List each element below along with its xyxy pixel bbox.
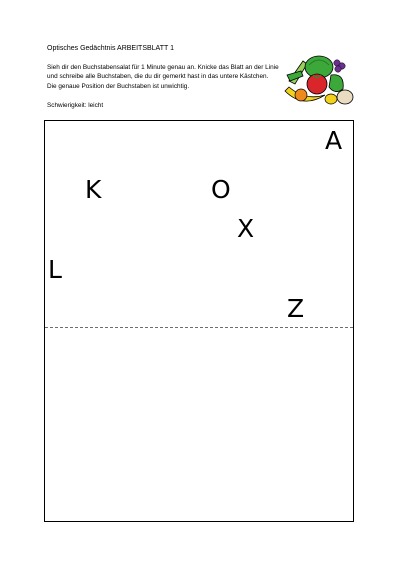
worksheet-title: Optisches Gedächtnis ARBEITSBLATT 1 bbox=[47, 45, 174, 52]
letter-l: L bbox=[48, 255, 62, 284]
letter-a: A bbox=[325, 126, 343, 155]
worksheet-instructions: Sieh dir den Buchstabensalat für 1 Minute genau an. Knicke das Blatt an der Linie und schreibe alle Buchstaben, die du dir gemerkt hast in das untere Kästchen. Die genaue Position der Buchstaben ist unwichtig. bbox=[47, 64, 279, 90]
letter-o: O bbox=[211, 175, 231, 204]
letter-x: X bbox=[237, 214, 255, 243]
letter-k: K bbox=[85, 175, 102, 204]
letter-z: Z bbox=[287, 294, 305, 323]
letter-salad-area bbox=[45, 121, 353, 327]
vegetables-illustration-icon bbox=[279, 51, 357, 109]
worksheet-box bbox=[44, 120, 354, 522]
difficulty-label: Schwierigkeit: leicht bbox=[47, 102, 104, 109]
answer-box[interactable] bbox=[45, 328, 353, 521]
